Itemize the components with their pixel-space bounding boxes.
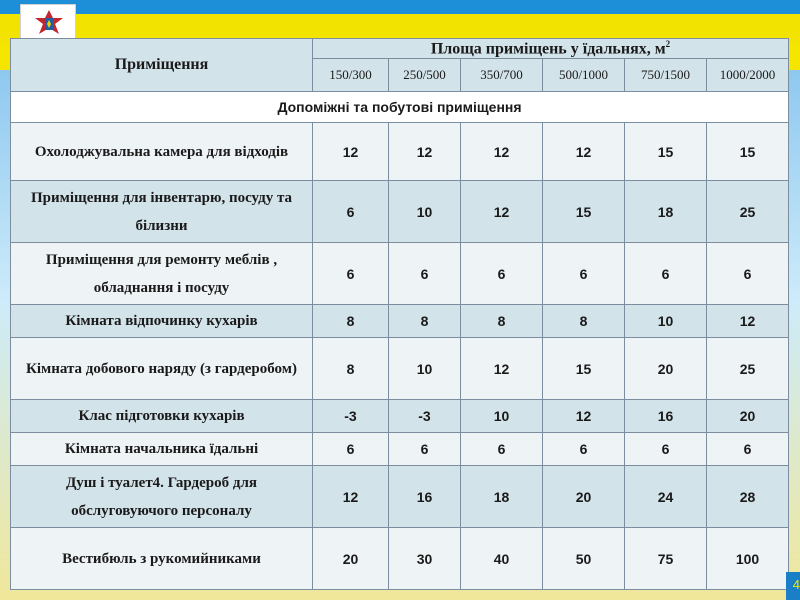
table-row <box>11 433 789 466</box>
area-value-cell: 8 <box>313 338 389 400</box>
table-row <box>11 181 789 243</box>
area-value-cell: 6 <box>389 243 461 305</box>
room-name-cell: Кімната добового наряду (з гардеробом) <box>11 338 313 400</box>
table-row <box>11 400 789 433</box>
area-value-cell: 12 <box>543 123 625 181</box>
area-value-cell: 10 <box>389 338 461 400</box>
area-value-cell: 10 <box>625 305 707 338</box>
table-row <box>11 338 789 400</box>
area-value-cell: 24 <box>625 466 707 528</box>
area-value-cell: 6 <box>313 243 389 305</box>
area-value-cell: 8 <box>461 305 543 338</box>
area-value-cell: 8 <box>389 305 461 338</box>
area-value-cell: 16 <box>389 466 461 528</box>
area-value-cell: 12 <box>461 338 543 400</box>
area-value-cell: 6 <box>313 433 389 466</box>
area-value-cell: 15 <box>625 123 707 181</box>
room-name-cell: Душ і туалет4. Гардероб для обслуговуючого персоналу <box>11 466 313 528</box>
room-name-cell: Приміщення для ремонту меблів , обладнання і посуду <box>11 243 313 305</box>
area-value-cell: 12 <box>543 400 625 433</box>
table-row <box>11 243 789 305</box>
area-value-cell: -3 <box>313 400 389 433</box>
room-column-header <box>11 39 313 92</box>
section-title: Допоміжні та побутові приміщення <box>11 92 789 123</box>
area-value-cell: 40 <box>461 528 543 590</box>
area-value-cell: 15 <box>543 181 625 243</box>
area-value-cell: 12 <box>707 305 789 338</box>
area-value-cell: 15 <box>707 123 789 181</box>
room-name-cell: Клас підготовки кухарів <box>11 400 313 433</box>
area-value-cell: 6 <box>389 433 461 466</box>
area-value-cell: 28 <box>707 466 789 528</box>
area-value-cell: 20 <box>707 400 789 433</box>
area-value-cell: 6 <box>625 433 707 466</box>
area-value-cell: 12 <box>313 466 389 528</box>
room-name-cell: Вестибюль з рукомийниками <box>11 528 313 590</box>
room-name-cell: Приміщення для інвентарю, посуду та білизни <box>11 181 313 243</box>
area-value-cell: 6 <box>461 433 543 466</box>
column-header: 750/1500 <box>625 59 707 92</box>
column-header: 250/500 <box>389 59 461 92</box>
room-name-cell: Охолоджувальна камера для відходів <box>11 123 313 181</box>
area-value-cell: 6 <box>625 243 707 305</box>
area-value-cell: 6 <box>313 181 389 243</box>
area-value-cell: 100 <box>707 528 789 590</box>
area-value-cell: 6 <box>707 243 789 305</box>
area-value-cell: 15 <box>543 338 625 400</box>
area-column-header <box>313 39 789 59</box>
table-row <box>11 305 789 338</box>
area-value-cell: 30 <box>389 528 461 590</box>
area-value-cell: 12 <box>461 181 543 243</box>
area-value-cell: 12 <box>389 123 461 181</box>
area-value-cell: 6 <box>543 243 625 305</box>
page-number: 4 <box>786 572 800 600</box>
premises-area-table <box>10 38 789 590</box>
column-header: 1000/2000 <box>707 59 789 92</box>
column-header: 150/300 <box>313 59 389 92</box>
area-value-cell: 8 <box>543 305 625 338</box>
area-value-cell: 50 <box>543 528 625 590</box>
area-value-cell: 20 <box>625 338 707 400</box>
column-header: 350/700 <box>461 59 543 92</box>
area-value-cell: 20 <box>543 466 625 528</box>
area-header-label: Площа приміщень у їдальнях, м <box>430 40 666 58</box>
area-value-cell: 6 <box>461 243 543 305</box>
room-name-cell: Кімната відпочинку кухарів <box>11 305 313 338</box>
area-value-cell: 10 <box>461 400 543 433</box>
area-value-cell: -3 <box>389 400 461 433</box>
area-unit-superscript: 2 <box>665 39 671 49</box>
room-column-header-label: Приміщення <box>114 56 209 74</box>
area-value-cell: 25 <box>707 338 789 400</box>
area-value-cell: 16 <box>625 400 707 433</box>
area-value-cell: 20 <box>313 528 389 590</box>
area-value-cell: 18 <box>625 181 707 243</box>
area-value-cell: 10 <box>389 181 461 243</box>
area-value-cell: 18 <box>461 466 543 528</box>
area-value-cell: 12 <box>461 123 543 181</box>
column-header: 500/1000 <box>543 59 625 92</box>
room-name-cell: Кімната начальника їдальні <box>11 433 313 466</box>
emblem-icon <box>35 10 63 40</box>
area-value-cell: 12 <box>313 123 389 181</box>
area-value-cell: 25 <box>707 181 789 243</box>
area-value-cell: 6 <box>543 433 625 466</box>
table-row <box>11 466 789 528</box>
table-row <box>11 123 789 181</box>
table-row <box>11 528 789 590</box>
area-value-cell: 75 <box>625 528 707 590</box>
area-value-cell: 6 <box>707 433 789 466</box>
area-value-cell: 8 <box>313 305 389 338</box>
